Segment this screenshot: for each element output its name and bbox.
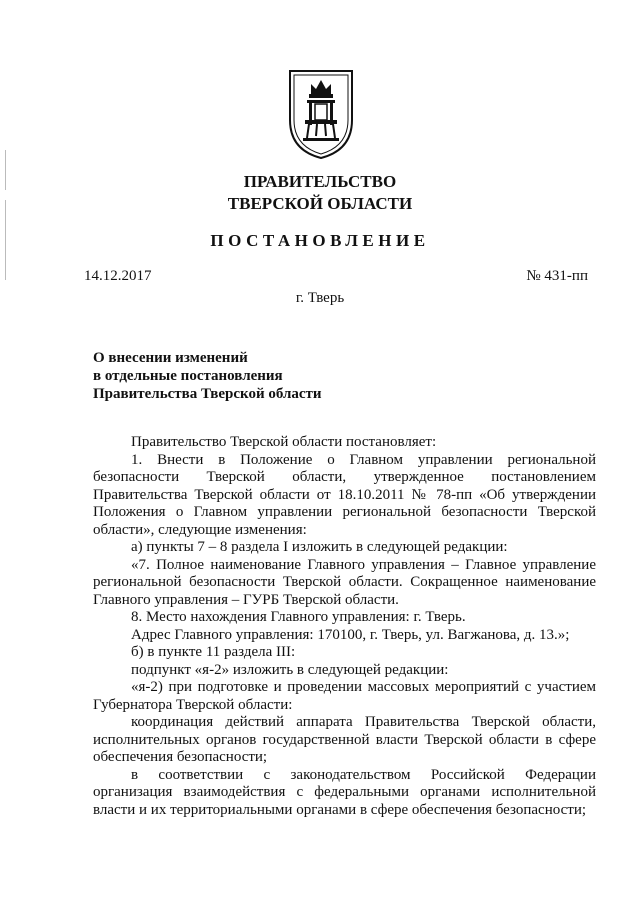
body-paragraph: «я-2) при подготовке и проведении массовых мероприятий с участием Губернатора Тверской области: [93,679,596,713]
subject-line: О внесении изменений [93,350,248,366]
organization-name-line2: ТВЕРСКОЙ ОБЛАСТИ [227,194,413,213]
body-paragraph: а) пункты 7 – 8 раздела I изложить в следующей редакции: [131,539,508,555]
body-paragraph: б) в пункте 11 раздела III: [131,644,296,660]
document-city: г. Тверь [295,290,345,306]
document-number: № 431-пп [526,268,588,284]
body-paragraph: «7. Полное наименование Главного управления – Главное управление региональной безопасности Тверской области. Сокращенное наименование Главного управления – ГУРБ Тверской области. [93,556,596,608]
body-paragraph: Адрес Главного управления: 170100, г. Тверь, ул. Вагжанова, д. 13.»; [131,626,570,643]
document-body [93,434,596,819]
body-paragraph: подпункт «я-2» изложить в следующей редакции: [131,661,449,678]
body-paragraph: координация действий аппарата Правительства Тверской области, исполнительных органов государственной власти Тверской области в сфере обеспечения безопасности; [93,714,596,765]
subject-line: Правительства Тверской области [93,386,322,402]
document-subject [93,349,322,403]
body-paragraph: Правительство Тверской области постановляет: [131,434,437,450]
subject-line: в отдельные постановления [93,368,283,384]
organization-name-line1: ПРАВИТЕЛЬСТВО [243,172,397,191]
body-paragraph: 8. Место нахождения Главного управления: г. Тверь. [131,609,466,625]
tver-coat-of-arms-icon [287,68,355,160]
body-paragraph: в соответствии с законодательством Российской Федерации организация взаимодействия с федеральными органами исполнительной власти и их территориальными органами в сфере обеспечения безопасности; [93,766,596,818]
document-date: 14.12.2017 [84,268,152,284]
body-paragraph: 1. Внести в Положение о Главном управлении региональной безопасности Тверской области, утвержденное постановлением Правительства Тверской области от 18.10.2011 № 78-пп «Об утверждении Положения о Главном управлении региональной безопасности Тверской области», следующие изменения: [93,451,596,538]
document-type: ПОСТАНОВЛЕНИЕ [210,231,430,250]
